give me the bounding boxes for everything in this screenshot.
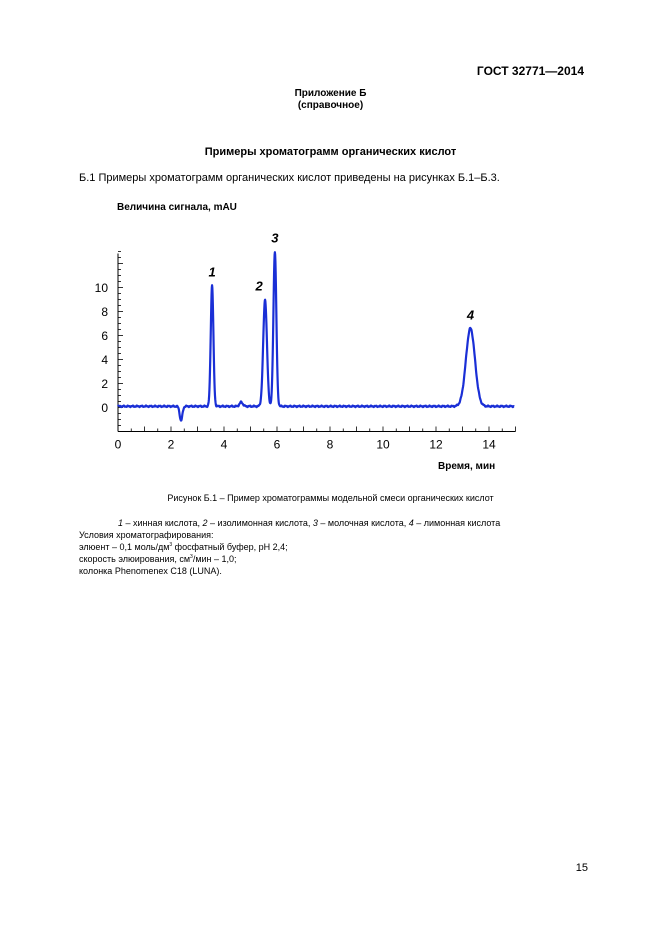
legend-text-2: – изолимонная кислота, [207, 518, 313, 528]
document-code: ГОСТ 32771—2014 [476, 64, 584, 78]
annex-subtitle: (справочное) [297, 100, 364, 111]
legend-text-4: – лимонная кислота [413, 518, 501, 528]
intro-paragraph: Б.1 Примеры хроматограмм органических кислот приведены на рисунках Б.1–Б.3. [79, 172, 500, 184]
section-title: Примеры хроматограмм органических кислот [204, 146, 457, 158]
peak-label: 4 [466, 307, 475, 323]
legend-num-3: 3 [312, 518, 318, 528]
x-tick-label: 14 [482, 437, 496, 452]
x-tick-label: 2 [167, 437, 175, 452]
page-number: 15 [575, 862, 588, 874]
x-tick-label: 0 [114, 437, 122, 452]
legend-text-1: – хинная кислота, [123, 518, 203, 528]
legend-num-2: 2 [202, 518, 208, 528]
peak-label: 1 [208, 264, 216, 280]
y-tick-label: 6 [101, 329, 108, 343]
speed-text-a: скорость элюирования, см [79, 554, 191, 564]
peak-label: 2 [255, 278, 263, 294]
speed-text-b: /мин – 1,0; [192, 554, 237, 564]
figure-legend [118, 517, 500, 529]
conditions-column: колонка Phenomenex C18 (LUNA). [79, 566, 222, 576]
y-tick-label: 4 [101, 353, 108, 367]
legend-num-1: 1 [118, 518, 124, 528]
annex-title: Приложение Б [294, 88, 367, 99]
x-tick-label: 10 [376, 437, 390, 452]
legend-text-3: – молочная кислота, [317, 518, 409, 528]
x-tick-label: 4 [220, 437, 228, 452]
peak-label: 3 [271, 230, 279, 246]
conditions-heading: Условия хроматографирования: [79, 530, 214, 540]
legend-num-4: 4 [408, 518, 414, 528]
speed-sup: 3 [190, 554, 193, 560]
conditions-block [79, 529, 288, 577]
y-axis-label: Величина сигнала, mAU [117, 202, 237, 213]
figure-caption: Рисунок Б.1 – Пример хроматограммы модельной смеси органических кислот [167, 493, 494, 503]
x-tick-label: 12 [429, 437, 443, 452]
x-axis-label: Время, мин [438, 461, 496, 472]
eluent-text-b: фосфатный буфер, pH 2,4; [172, 542, 288, 552]
chromatogram-trace [118, 252, 514, 420]
y-tick-label: 0 [101, 401, 108, 415]
eluent-sup: 3 [169, 542, 173, 548]
eluent-text-a: элюент – 0,1 моль/дм [79, 542, 170, 552]
y-tick-label: 10 [94, 281, 108, 295]
conditions-eluent [79, 541, 288, 553]
x-tick-label: 6 [273, 437, 281, 452]
y-tick-label: 8 [101, 305, 108, 319]
y-tick-label: 2 [101, 377, 108, 391]
conditions-speed [79, 553, 288, 565]
x-tick-label: 8 [326, 437, 334, 452]
